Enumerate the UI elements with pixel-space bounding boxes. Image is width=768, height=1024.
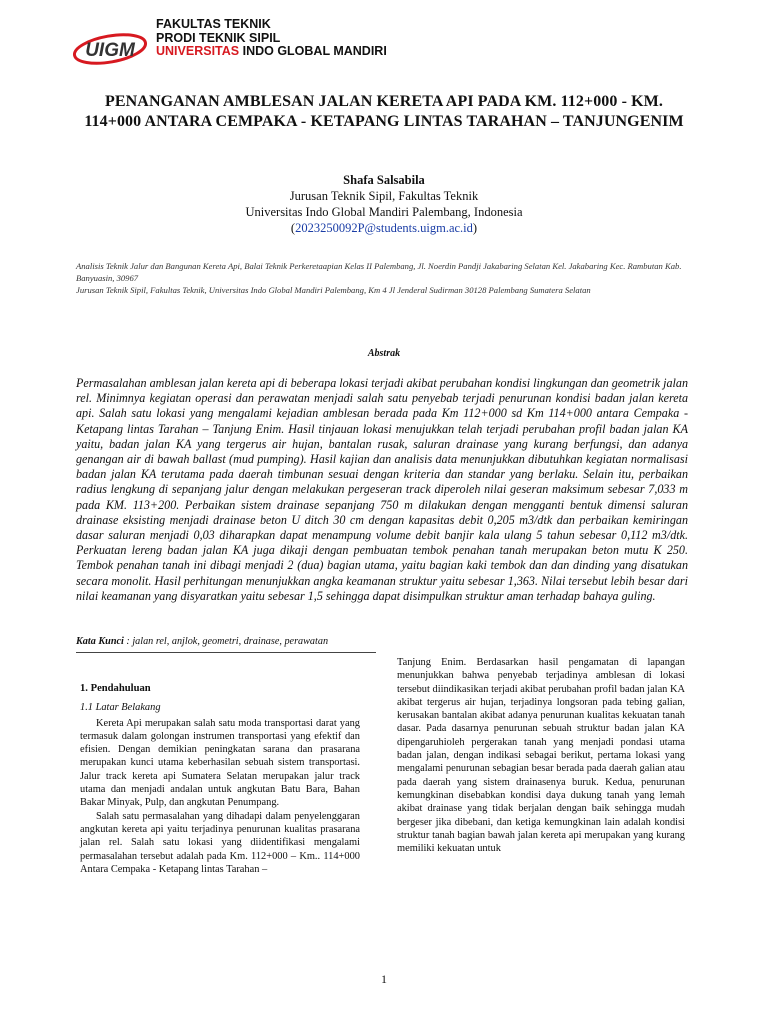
author-univ: Universitas Indo Global Mandiri Palembang, Indonesia [245, 205, 523, 219]
paren-close: ) [472, 221, 478, 235]
column-left [80, 682, 360, 876]
faculty-block [156, 18, 387, 59]
paper-title [40, 92, 728, 132]
program-name: PRODI TEKNIK SIPIL [156, 30, 281, 45]
keywords-divider [76, 652, 376, 653]
affiliations [76, 260, 686, 296]
title-line-1: PENANGANAN AMBLESAN JALAN KERETA API PADA KM. 112+000 - KM. [104, 93, 663, 110]
affiliation-2: Jurusan Teknik Sipil, Fakultas Teknik, Universitas Indo Global Mandiri Palembang, Km 4 Jl Jenderal Sudirman 30128 Palembang Sumatera Selatan [76, 285, 591, 295]
abstract-heading: Abstrak [367, 348, 401, 359]
column-right [397, 656, 685, 855]
author-block [100, 172, 668, 236]
affiliation-1: Analisis Teknik Jalur dan Bangunan Kereta Api, Balai Teknik Perkeretaapian Kelas II Palembang, Jl. Noerdin Pandji Jakabaring Selatan Kel. Jakabaring Kec. Rambutan Kab. Banyuasin, 30967 [76, 261, 682, 283]
paren-open: ( [290, 221, 296, 235]
intro-paragraph-continued: Tanjung Enim. Berdasarkan hasil pengamatan di lapangan menunjukkan bahwa penyebab terjadinya amblesan di lokasi tersebut diindikasikan terjadi akibat perubahan profil badan jalan KA akibat tergerus air hujan, terjadinya longsoran pada tebing galian, kerusakan bantalan akibat adanya penurunan kualitas kekuatan tanah dasar. Pada dasarnya penurunan sebuah struktur badan jalan KA dipengaruhioleh pergerakan tanah yang menjadi pondasi utama badan jalan, dengan indikasi sebagai berikut, pertama lokasi yang mengalami penurunan sebagian besar berada pada daerah galian atau pada daerah yang sistem drainasenya buruk. Kedua, penurunan kemungkinan disebabkan kondisi daya dukung tanah yang lemah akibat drainase yang tidak berjalan dengan baik sehingga mudah bergeser jika dibebani, dan ketiga kemungkinan lain adalah kondisi struktur tanah bagian bawah jalan kereta api merupakan yang kurang memiliki kekuatan untuk [397, 657, 685, 855]
subsection-heading: 1.1 Latar Belakang [80, 702, 161, 714]
uigm-logo [72, 30, 148, 66]
page-number: 1 [381, 972, 387, 986]
author-email-line [100, 220, 668, 236]
title-line-2: 114+000 ANTARA CEMPAKA - KETAPANG LINTAS TARAHAN – TANJUNGENIM [84, 113, 684, 130]
author-dept: Jurusan Teknik Sipil, Fakultas Teknik [289, 189, 479, 203]
university-name-red: UNIVERSITAS [156, 44, 240, 58]
university-name-rest: INDO GLOBAL MANDIRI [239, 44, 387, 58]
intro-paragraph-1: Kereta Api merupakan salah satu moda transportasi darat yang termasuk dalam golongan instrumen transportasi yang efektif dan efisien. Dengan demikian peningkatan sarana dan prasarana merupakan kunci utama keberhasilan sebuah sistem transportasi. Jalur track kereta api Sumatera Selatan merupakan jalur track utama dan menjadi andalan untuk angkutan Batu Bara, Bahan Bakar Minyak, Pulp, dan angkutan Penumpang. [80, 717, 360, 809]
university-name [156, 45, 387, 59]
abstract-text: Permasalahan amblesan jalan kereta api di beberapa lokasi terjadi akibat perubahan kondisi lingkungan dan geometrik jalan rel. Minimnya kegiatan operasi dan perawatan menjadi salah satu penyebab terjadi penurunan kondisi badan jalan kereta api. Salah satu lokasi yang mengalami kejadian amblesan berada pada Km 112+000 sd Km 114+000 antara Cempaka - Ketapang lintas Tarahan – Tanjung Enim. Hasil tinjauan lokasi menujukkan telah terjadi perubahan profil badan jalan KA yaitu, badan jalan KA yang tergerus air hujan, bantalan rusak, saluran drainase yang kurang berfungsi, dan adanya genangan air di bawah ballast (mud pumping). Hasil kajian dan analisis data menunjukkan dibutuhkan kegiatan normalisasi badan jalan KA terutama pada daerah timbunan sesuai dengan kriteria dan standar yang berlaku. Selain itu, perbaikan radius lengkung di sepanjang jalur dengan melakukan pergeseran track diperoleh nilai geseran maksimum sebesar 7,033 m pada KM. 113+200. Perbaikan sistem drainase sepanjang 750 m dilakukan dengan mengganti bentuk dimensi saluran drainase eksisting menjadi drainase beton U ditch 30 cm dengan kapasitas debit 0,205 m3/dtk dan perbaikan kemiringan dasar saluran menjadi 0,03 diharapkan dapat menampung volume debit banjir kala ulang 5 tahun sebesar 0,112 m3/dtk. Perkuatan lereng badan jalan KA juga dikaji dengan pembuatan tembok penahan tanah merupakan beton mutu K 250. Tembok penahan tanah ini dibagi menjadi 2 (dua) bagian utama, yaitu bagian kaki tembok dan dan dinding yang disatukan secara monolit. Hasil perhitungan menunjukkan angka keamanan struktur yaitu sebesar 1,363. Nilai tersebut lebih besar dari nilai keamanan yang disyaratkan yaitu sebesar 1,5 sehingga dapat disimpulkan struktur aman terhadap bahaya guling. [76, 376, 688, 603]
keywords [76, 636, 688, 647]
logo-text: UIGM [85, 40, 135, 61]
intro-paragraph-2: Salah satu permasalahan yang dihadapi dalam penyelenggaran angkutan kereta api yaitu terjadinya penurunan kualitas prasarana jalan rel. Salah satu lokasi yang diidentifikasi mengalami permasalahan tersebut adalah pada Km. 112+000 – Km.. 114+000 Antara Cempaka - Ketapang lintas Tarahan – [80, 810, 360, 875]
author-name: Shafa Salsabila [343, 173, 425, 187]
keywords-text: : jalan rel, anjlok, geometri, drainase, perawatan [123, 636, 329, 647]
keywords-label: Kata Kunci [76, 636, 124, 647]
author-email-link[interactable]: 2023250092P@students.uigm.ac.id [295, 221, 473, 235]
section-heading: 1. Pendahuluan [80, 683, 151, 694]
page-header [72, 14, 492, 70]
faculty-name: FAKULTAS TEKNIK [156, 17, 271, 31]
